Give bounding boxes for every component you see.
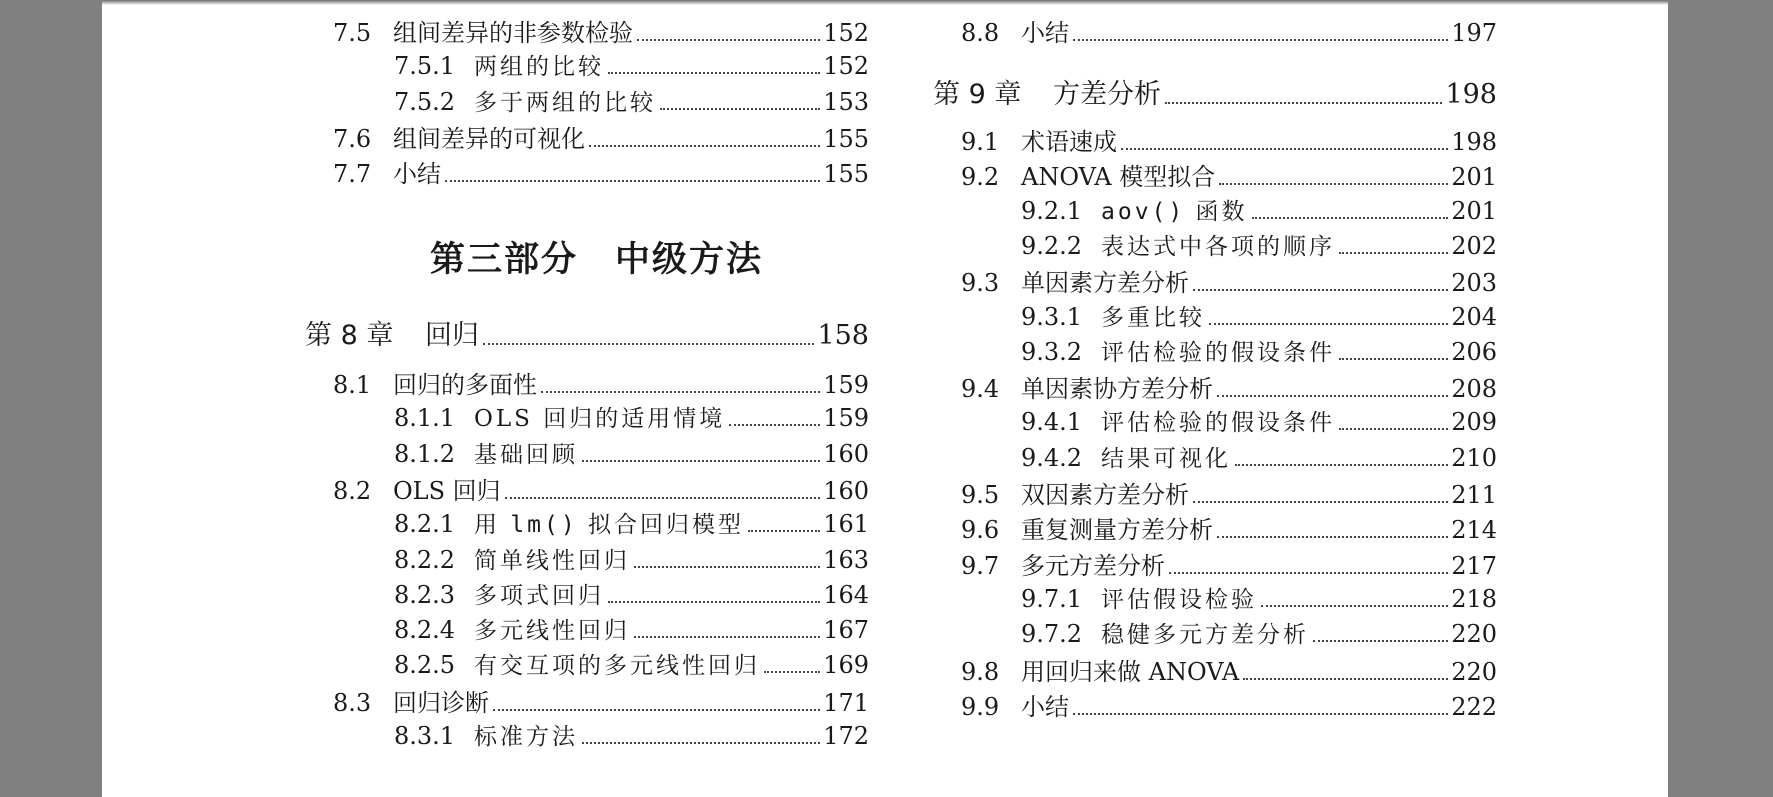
- entry-number: 8.2: [333, 476, 372, 505]
- entry-title: 结果可视化: [1101, 445, 1231, 472]
- entry-page: 163: [823, 545, 869, 574]
- entry-title: 回归的多面性: [393, 371, 537, 399]
- entry-number: 9.9: [961, 692, 1000, 721]
- chapter-title: 方差分析: [1053, 79, 1161, 110]
- toc-entry[interactable]: [961, 13, 1497, 48]
- entry-number: 9.4: [961, 375, 1000, 404]
- entry-title: OLS 回归的适用情境: [474, 406, 726, 433]
- entry-title: 评估假设检验: [1101, 586, 1257, 613]
- toc-entry[interactable]: [394, 647, 869, 680]
- entry-page: 171: [823, 688, 869, 717]
- entry-page: 220: [1451, 657, 1497, 686]
- leader-dots: [1235, 464, 1448, 466]
- entry-page: 202: [1451, 231, 1497, 260]
- entry-page: 152: [823, 52, 869, 81]
- entry-page: 214: [1451, 516, 1497, 545]
- entry-title: 回归诊断: [393, 688, 489, 717]
- entry-number: 9.2: [961, 163, 1000, 192]
- leader-dots: [1339, 252, 1448, 254]
- chapter-number: 第 8 章: [305, 320, 394, 351]
- entry-title: 组间差异的非参数检验: [393, 19, 633, 47]
- toc-chapter-8[interactable]: [305, 313, 869, 352]
- entry-title: OLS 回归: [393, 476, 501, 505]
- leader-dots: [608, 72, 820, 74]
- entry-number: 8.3: [333, 688, 372, 717]
- entry-page: 222: [1451, 692, 1497, 721]
- toc-entry[interactable]: [1021, 299, 1497, 332]
- entry-page: 201: [1451, 163, 1497, 192]
- toc-entry[interactable]: [394, 400, 869, 433]
- entry-title: 稳健多元方差分析: [1101, 622, 1309, 649]
- entry-number: 8.2.5: [394, 651, 456, 680]
- chapter-title: 回归: [425, 320, 479, 351]
- entry-title: 多元线性回归: [474, 618, 630, 645]
- entry-number: 8.3.1: [394, 722, 456, 750]
- toc-entry[interactable]: [1021, 228, 1497, 261]
- leader-dots: [1121, 148, 1448, 150]
- toc-entry[interactable]: [333, 119, 869, 154]
- toc-entry[interactable]: [961, 687, 1497, 722]
- toc-entry[interactable]: [394, 84, 869, 117]
- leader-dots: [1193, 289, 1448, 291]
- toc-entry[interactable]: [333, 154, 869, 189]
- leader-dots: [1219, 183, 1448, 185]
- entry-title: 多项式回归: [474, 582, 604, 609]
- entry-title: 多元方差分析: [1021, 551, 1165, 580]
- entry-page: 203: [1451, 269, 1497, 298]
- entry-title: 多于两组的比较: [474, 89, 656, 116]
- toc-entry[interactable]: [333, 365, 869, 400]
- leader-dots: [1073, 713, 1448, 715]
- entry-title: 单因素协方差分析: [1021, 375, 1213, 404]
- page-top-shadow: [102, 0, 1668, 5]
- chapter-page: 198: [1445, 79, 1497, 110]
- leader-dots: [582, 460, 820, 462]
- entry-number: 9.2.1: [1021, 196, 1083, 225]
- toc-entry[interactable]: [961, 157, 1497, 192]
- entry-title: 有交互项的多元线性回归: [474, 653, 760, 680]
- entry-page: 220: [1451, 620, 1497, 649]
- toc-entry[interactable]: [1021, 404, 1497, 437]
- entry-page: 169: [823, 651, 869, 680]
- entry-number: 9.4.1: [1021, 408, 1083, 437]
- entry-page: 155: [823, 160, 869, 189]
- entry-number: 9.6: [961, 516, 1000, 545]
- toc-entry[interactable]: [961, 122, 1497, 157]
- entry-page: 211: [1451, 481, 1497, 509]
- entry-page: 160: [823, 476, 869, 505]
- entry-title: 用回归来做 ANOVA: [1021, 657, 1240, 686]
- toc-chapter-9[interactable]: [933, 72, 1497, 111]
- entry-title: 评估检验的假设条件: [1101, 410, 1335, 437]
- entry-page: 159: [823, 371, 869, 399]
- entry-page: 159: [823, 404, 869, 433]
- entry-page: 209: [1451, 408, 1497, 437]
- entry-number: 7.6: [333, 124, 372, 153]
- entry-title: 多重比较: [1101, 304, 1205, 331]
- entry-number: 9.4.2: [1021, 443, 1083, 472]
- entry-number: 8.2.1: [394, 510, 456, 539]
- entry-page: 206: [1451, 337, 1497, 366]
- entry-title: 两组的比较: [474, 54, 604, 81]
- entry-title: 术语速成: [1021, 128, 1117, 156]
- toc-entry[interactable]: [961, 475, 1497, 510]
- leader-dots: [493, 709, 820, 711]
- entry-page: 161: [823, 510, 869, 539]
- entry-number: 7.5: [333, 19, 372, 47]
- entry-title: 双因素方差分析: [1021, 481, 1189, 509]
- entry-number: 8.8: [961, 19, 1000, 47]
- leader-dots: [1165, 102, 1442, 104]
- leader-dots: [582, 742, 820, 744]
- entry-page: 155: [823, 124, 869, 153]
- leader-dots: [1261, 605, 1448, 607]
- leader-dots: [483, 343, 814, 345]
- entry-number: 8.2.3: [394, 580, 456, 609]
- leader-dots: [541, 391, 820, 393]
- entry-number: 9.1: [961, 128, 1000, 156]
- code-fragment: aov(): [1101, 198, 1186, 225]
- toc-entry[interactable]: [1021, 334, 1497, 367]
- leader-dots: [1217, 395, 1448, 397]
- leader-dots: [1073, 39, 1448, 41]
- toc-entry[interactable]: [961, 546, 1497, 581]
- entry-title: 重复测量方差分析: [1021, 516, 1213, 545]
- leader-dots: [1339, 428, 1448, 430]
- entry-number: 9.7.1: [1021, 584, 1083, 613]
- entry-number: 9.8: [961, 657, 1000, 686]
- code-fragment: lm(): [510, 512, 578, 539]
- toc-entry[interactable]: [1021, 440, 1497, 473]
- entry-number: 7.7: [333, 160, 372, 189]
- entry-page: 152: [823, 19, 869, 47]
- leader-dots: [1209, 323, 1448, 325]
- entry-page: 197: [1451, 19, 1497, 47]
- leader-dots: [1252, 217, 1449, 219]
- toc-entry[interactable]: [394, 48, 869, 81]
- toc-entry[interactable]: [961, 652, 1497, 687]
- leader-dots: [748, 530, 820, 532]
- toc-entry[interactable]: [961, 510, 1497, 545]
- entry-number: 8.2.4: [394, 616, 456, 645]
- toc-entry[interactable]: [394, 436, 869, 469]
- entry-title: 小结: [393, 160, 441, 189]
- toc-entry[interactable]: [1021, 616, 1497, 649]
- leader-dots: [1313, 640, 1448, 642]
- entry-page: 204: [1451, 302, 1497, 331]
- entry-title: 小结: [1021, 692, 1069, 721]
- leader-dots: [608, 601, 820, 603]
- entry-title: ANOVA 模型拟合: [1021, 163, 1216, 192]
- toc-entry[interactable]: [394, 718, 869, 751]
- leader-dots: [729, 424, 820, 426]
- leader-dots: [637, 39, 820, 41]
- chapter-page: 158: [817, 320, 869, 351]
- entry-title: 表达式中各项的顺序: [1101, 233, 1335, 260]
- entry-number: 7.5.2: [394, 87, 456, 116]
- toc-entry[interactable]: [333, 683, 869, 718]
- leader-dots: [634, 566, 820, 568]
- entry-number: 8.1.2: [394, 439, 456, 468]
- toc-entry[interactable]: [394, 542, 869, 575]
- entry-page: 217: [1451, 551, 1497, 580]
- leader-dots: [505, 497, 821, 499]
- leader-dots: [1339, 358, 1448, 360]
- toc-entry[interactable]: [333, 471, 869, 506]
- toc-entry[interactable]: [961, 369, 1497, 404]
- entry-page: 218: [1451, 584, 1497, 613]
- toc-entry[interactable]: [333, 13, 869, 48]
- toc-entry[interactable]: [1021, 193, 1497, 226]
- leader-dots: [1193, 501, 1448, 503]
- leader-dots: [634, 636, 820, 638]
- leader-dots: [589, 145, 820, 147]
- entry-number: 9.7.2: [1021, 620, 1083, 649]
- entry-number: 9.3: [961, 269, 1000, 298]
- entry-title: 标准方法: [474, 724, 578, 750]
- entry-title: 小结: [1021, 19, 1069, 47]
- entry-number: 9.3.1: [1021, 302, 1083, 331]
- toc-entry[interactable]: [394, 577, 869, 610]
- entry-page: 153: [823, 87, 869, 116]
- entry-page: 210: [1451, 443, 1497, 472]
- entry-page: 198: [1451, 128, 1497, 156]
- entry-title: 单因素方差分析: [1021, 269, 1189, 298]
- part-heading: 第三部分 中级方法: [430, 239, 764, 280]
- entry-page: 201: [1451, 196, 1497, 225]
- entry-title: 用 lm() 拟合回归模型: [474, 512, 745, 539]
- entry-page: 160: [823, 439, 869, 468]
- leader-dots: [1243, 678, 1448, 680]
- leader-dots: [1169, 572, 1448, 574]
- toc-entry[interactable]: [394, 506, 869, 539]
- leader-dots: [764, 671, 820, 673]
- entry-page: 172: [823, 722, 869, 750]
- entry-title: 评估检验的假设条件: [1101, 339, 1335, 366]
- entry-number: 8.1: [333, 371, 372, 399]
- chapter-number: 第 9 章: [933, 79, 1022, 110]
- entry-number: 9.2.2: [1021, 231, 1083, 260]
- leader-dots: [445, 180, 820, 182]
- entry-number: 9.3.2: [1021, 337, 1083, 366]
- document-page: [102, 0, 1668, 797]
- entry-number: 9.5: [961, 481, 1000, 509]
- entry-title: 组间差异的可视化: [393, 124, 585, 153]
- entry-title: aov() 函数: [1101, 198, 1248, 225]
- entry-page: 208: [1451, 375, 1497, 404]
- entry-title: 简单线性回归: [474, 547, 630, 574]
- entry-page: 164: [823, 580, 869, 609]
- entry-number: 9.7: [961, 551, 1000, 580]
- entry-number: 8.2.2: [394, 545, 456, 574]
- toc-entry[interactable]: [394, 612, 869, 645]
- entry-number: 8.1.1: [394, 404, 456, 433]
- leader-dots: [1217, 536, 1448, 538]
- entry-page: 167: [823, 616, 869, 645]
- toc-entry[interactable]: [1021, 581, 1497, 614]
- leader-dots: [660, 108, 820, 110]
- entry-number: 7.5.1: [394, 52, 456, 81]
- toc-entry[interactable]: [961, 263, 1497, 298]
- entry-title: 基础回顾: [474, 441, 578, 468]
